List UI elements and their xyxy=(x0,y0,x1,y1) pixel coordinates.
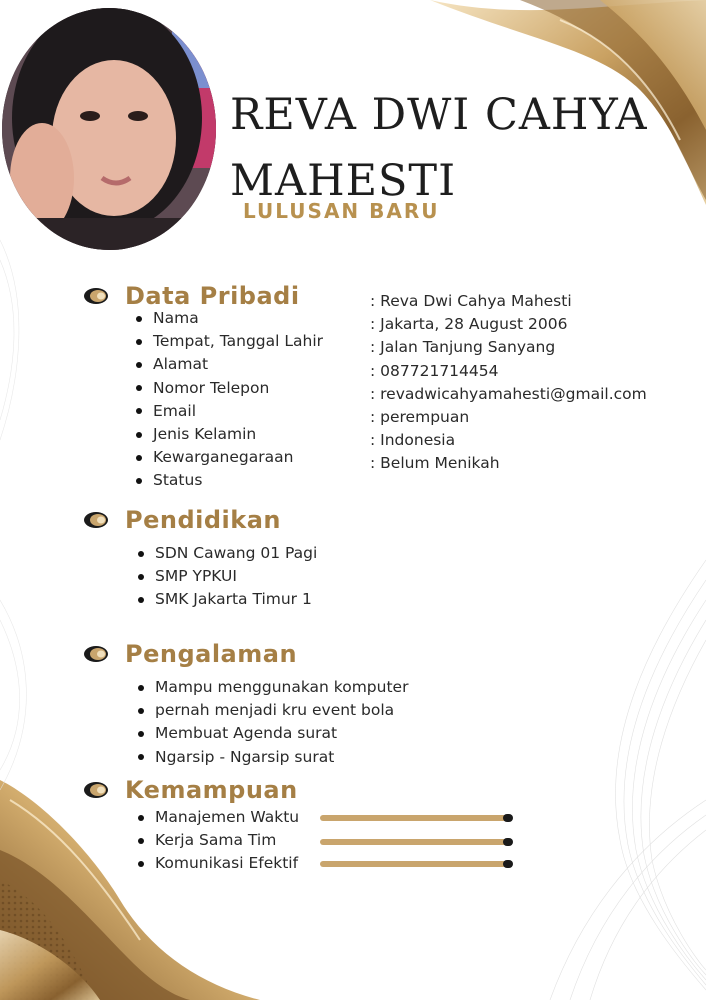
section-personal-header xyxy=(83,282,300,310)
skill-bar xyxy=(320,839,510,845)
experience-list xyxy=(138,676,408,769)
skill-bar xyxy=(320,861,510,867)
target-bullet-icon xyxy=(83,511,113,529)
skill-bar xyxy=(320,815,510,821)
list-item: : Belum Menikah xyxy=(370,454,500,473)
list-item: Membuat Agenda surat xyxy=(138,722,408,745)
list-item: : Indonesia xyxy=(370,431,456,450)
list-item: Tempat, Tanggal Lahir xyxy=(136,330,323,353)
list-item: Nama xyxy=(136,307,323,330)
list-item: Kerja Sama Tim xyxy=(138,829,299,852)
section-personal-title: Data Pribadi xyxy=(125,282,300,310)
list-item: Komunikasi Efektif xyxy=(138,852,299,875)
target-bullet-icon xyxy=(83,781,113,799)
skill-bar-end xyxy=(503,860,513,868)
section-education-header xyxy=(83,506,281,534)
list-item: : Reva Dwi Cahya Mahesti xyxy=(370,292,572,310)
list-item: SMK Jakarta Timur 1 xyxy=(138,588,317,611)
list-item: Manajemen Waktu xyxy=(138,806,299,829)
candidate-subtitle: LULUSAN BARU xyxy=(243,199,440,223)
skill-bar-end xyxy=(503,814,513,822)
personal-values-list xyxy=(370,290,647,476)
skill-bar-end xyxy=(503,838,513,846)
candidate-name: REVA DWI CAHYA MAHESTI xyxy=(230,90,648,206)
list-item: Status xyxy=(136,469,323,492)
list-item: Nomor Telepon xyxy=(136,377,323,400)
list-item: Kewarganegaraan xyxy=(136,446,323,469)
personal-labels-list xyxy=(136,307,323,493)
list-item: : Jalan Tanjung Sanyang xyxy=(370,338,556,357)
list-item: Alamat xyxy=(136,353,323,376)
section-skills-title: Kemampuan xyxy=(125,776,298,804)
list-item: : perempuan xyxy=(370,408,470,427)
list-item: : revadwicahyamahesti@gmail.com xyxy=(370,384,647,403)
section-experience-title: Pengalaman xyxy=(125,640,298,668)
target-bullet-icon xyxy=(83,287,113,305)
profile-photo xyxy=(2,8,216,250)
list-item: : 087721714454 xyxy=(370,361,499,380)
section-education-title: Pendidikan xyxy=(125,506,282,534)
list-item: Email xyxy=(136,400,323,423)
list-item: Ngarsip - Ngarsip surat xyxy=(138,746,408,769)
list-item: SMP YPKUI xyxy=(138,565,317,588)
list-item: Jenis Kelamin xyxy=(136,423,323,446)
section-experience-header xyxy=(83,640,297,668)
list-item: Mampu menggunakan komputer xyxy=(138,676,408,699)
section-skills-header xyxy=(83,776,298,804)
list-item: pernah menjadi kru event bola xyxy=(138,699,408,722)
list-item: : Jakarta, 28 August 2006 xyxy=(370,315,568,334)
list-item: SDN Cawang 01 Pagi xyxy=(138,542,317,565)
education-list xyxy=(138,542,317,612)
skills-list xyxy=(138,806,299,876)
target-bullet-icon xyxy=(83,645,113,663)
